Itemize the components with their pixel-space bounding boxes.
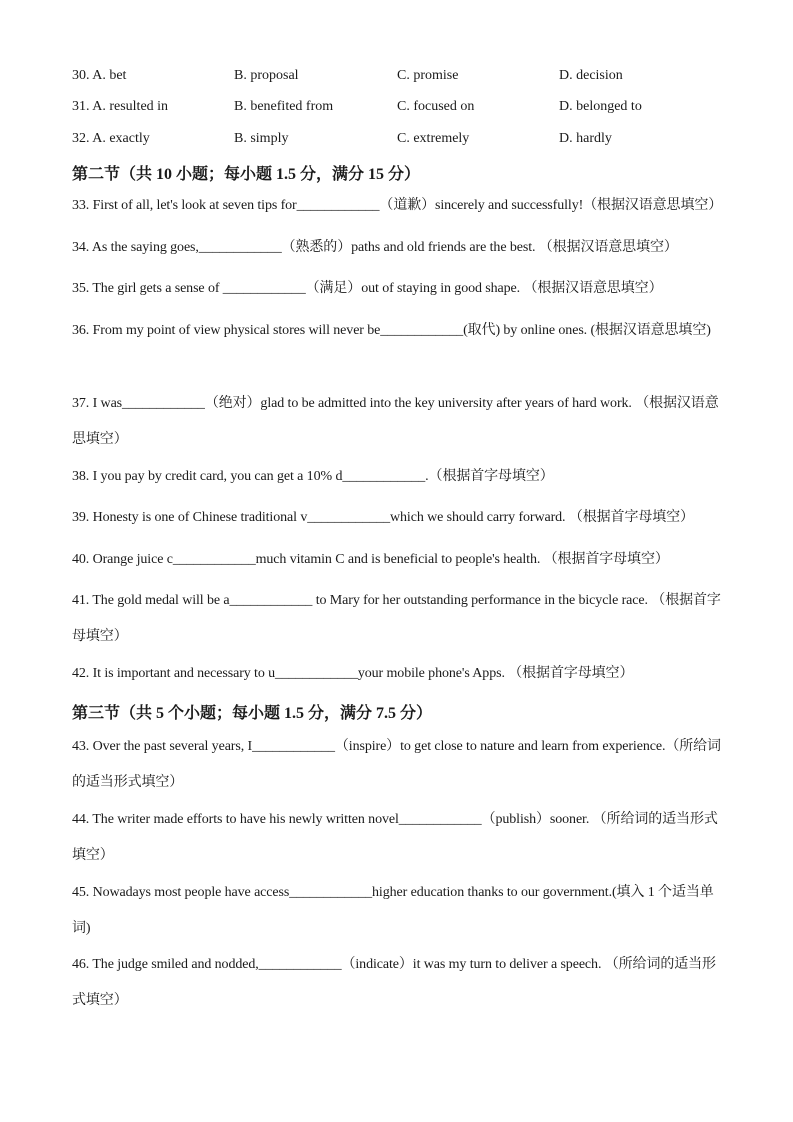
option-a: 32. A. exactly <box>72 131 150 146</box>
question-42: 42. It is important and necessary to u____________your mobile phone's Apps. （根据首字母填空） <box>72 666 634 681</box>
option-a: 30. A. bet <box>72 68 127 83</box>
question-45: 45. Nowadays most people have access____________higher education thanks to our government.(填入 1 个适当单词) <box>72 885 714 936</box>
question-36: 36. From my point of view physical stores will never be____________(取代) by online ones. (根据汉语意思填空) <box>72 323 711 338</box>
question-39: 39. Honesty is one of Chinese traditional v____________which we should carry forward. （根据首字母填空） <box>72 510 694 525</box>
question-44: 44. The writer made efforts to have his newly written novel____________（publish）sooner. （所给词的适当形式填空） <box>72 812 718 863</box>
section-2-heading: 第二节（共 10 小题；每小题 1.5 分，满分 15 分） <box>72 166 421 183</box>
question-35: 35. The girl gets a sense of ____________（满足）out of staying in good shape. （根据汉语意思填空） <box>72 281 663 296</box>
option-c: C. extremely <box>397 131 470 146</box>
question-43: 43. Over the past several years, I____________（inspire）to get close to nature and learn from experience.（所给词的适当形式填空） <box>72 739 721 790</box>
option-b: B. proposal <box>234 68 299 83</box>
option-b: B. benefited from <box>234 99 334 114</box>
question-33: 33. First of all, let's look at seven tips for____________（道歉）sincerely and successfully!（根据汉语意思填空） <box>72 198 723 213</box>
option-a: 31. A. resulted in <box>72 99 169 114</box>
question-38: 38. I you pay by credit card, you can get a 10% d____________.（根据首字母填空） <box>72 469 554 484</box>
option-d: D. hardly <box>559 131 612 146</box>
option-b: B. simply <box>234 131 289 146</box>
option-d: D. decision <box>559 68 623 83</box>
question-41: 41. The gold medal will be a____________ to Mary for her outstanding performance in the bicycle race. （根据首字母填空） <box>72 593 721 644</box>
choice-row-31 <box>72 99 732 119</box>
question-46: 46. The judge smiled and nodded,____________（indicate）it was my turn to deliver a speech. （所给词的适当形式填空） <box>72 957 716 1008</box>
question-34: 34. As the saying goes,____________（熟悉的）paths and old friends are the best. （根据汉语意思填空） <box>72 240 678 255</box>
question-40: 40. Orange juice c____________much vitamin C and is beneficial to people's health. （根据首字母填空） <box>72 552 669 567</box>
section-3-heading: 第三节（共 5 个小题；每小题 1.5 分，满分 7.5 分） <box>72 705 433 722</box>
choice-row-30 <box>72 68 732 88</box>
choice-row-32 <box>72 131 732 151</box>
option-c: C. focused on <box>397 99 475 114</box>
option-c: C. promise <box>397 68 459 83</box>
question-37: 37. I was____________（绝对）glad to be admitted into the key university after years of hard work. （根据汉语意思填空） <box>72 396 719 447</box>
option-d: D. belonged to <box>559 99 642 114</box>
